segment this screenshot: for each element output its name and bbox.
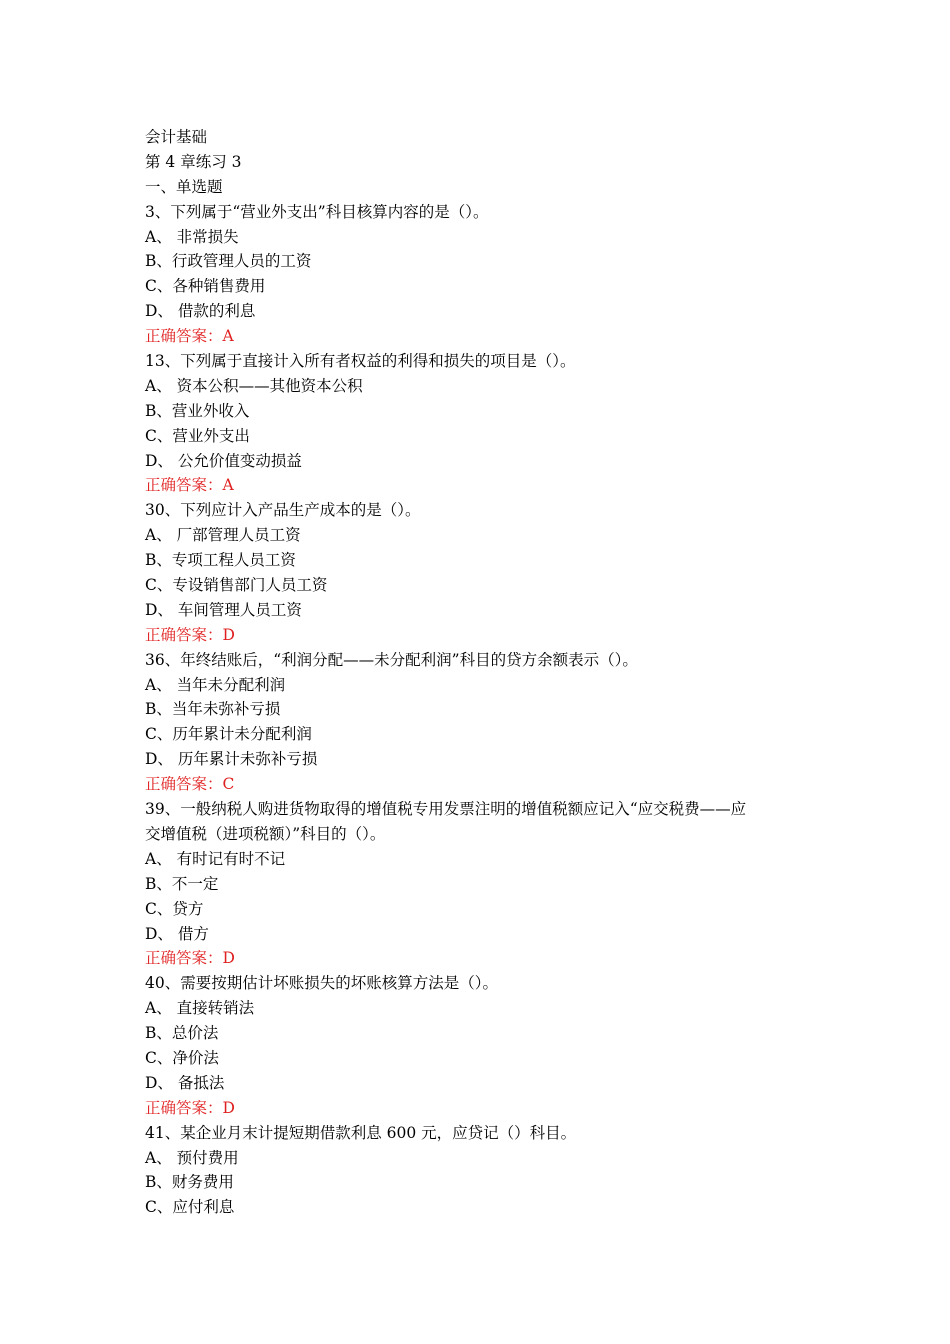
option-d: D、 借款的利息: [145, 302, 256, 321]
correct-answer: 正确答案：D: [145, 1098, 235, 1117]
document-page: [145, 125, 825, 1220]
option-c: C、专设销售部门人员工资: [145, 576, 328, 595]
question-block: [145, 349, 825, 498]
option-d: D、 车间管理人员工资: [145, 600, 302, 619]
option-a: A、 有时记有时不记: [145, 849, 286, 868]
question-block: [145, 648, 825, 797]
option-a: A、 当年未分配利润: [145, 675, 286, 694]
question-stem: 30、下列应计入产品生产成本的是（）。: [145, 501, 421, 520]
option-c: C、营业外支出: [145, 426, 250, 445]
option-b: B、不一定: [145, 874, 219, 893]
option-a: A、 非常损失: [145, 227, 239, 246]
option-a: A、 厂部管理人员工资: [145, 526, 301, 545]
option-b: B、行政管理人员的工资: [145, 252, 312, 271]
option-c: C、贷方: [145, 899, 204, 918]
correct-answer: 正确答案：C: [145, 775, 235, 794]
question-stem: 36、年终结账后，“利润分配——未分配利润”科目的贷方余额表示（）。: [145, 650, 638, 669]
correct-answer: 正确答案：A: [145, 327, 234, 346]
option-c: C、各种销售费用: [145, 277, 266, 296]
option-a: A、 资本公积——其他资本公积: [145, 376, 363, 395]
option-a: A、 预付费用: [145, 1148, 239, 1167]
option-d: D、 公允价值变动损益: [145, 451, 302, 470]
question-stem: 41、某企业月末计提短期借款利息 600 元，应贷记（）科目。: [145, 1123, 577, 1142]
option-a: A、 直接转销法: [145, 999, 255, 1018]
question-stem: 13、下列属于直接计入所有者权益的利得和损失的项目是（）。: [145, 352, 576, 371]
option-c: C、应付利息: [145, 1198, 235, 1217]
section-title: 一、单选题: [145, 177, 223, 196]
option-b: B、财务费用: [145, 1173, 234, 1192]
option-c: C、净价法: [145, 1048, 219, 1067]
correct-answer: 正确答案：D: [145, 949, 235, 968]
question-block: [145, 200, 825, 349]
question-block: [145, 797, 825, 971]
option-d: D、 借方: [145, 924, 209, 943]
correct-answer: 正确答案：A: [145, 476, 234, 495]
question-block: [145, 971, 825, 1120]
question-stem: 40、需要按期估计坏账损失的坏账核算方法是（）。: [145, 974, 498, 993]
correct-answer: 正确答案：D: [145, 625, 235, 644]
option-d: D、 备抵法: [145, 1073, 225, 1092]
option-d: D、 历年累计未弥补亏损: [145, 750, 318, 769]
question-stem-line-1: 39、一般纳税人购进货物取得的增值税专用发票注明的增值税额应记入“应交税费——应: [145, 800, 747, 819]
question-block: [145, 1121, 825, 1221]
question-stem-line-2: 交增值税（进项税额）”科目的（）。: [145, 824, 386, 843]
option-b: B、营业外收入: [145, 401, 250, 420]
option-b: B、专项工程人员工资: [145, 551, 296, 570]
question-stem: 3、下列属于“营业外支出”科目核算内容的是（）。: [145, 202, 489, 221]
question-block: [145, 498, 825, 647]
option-b: B、当年未弥补亏损: [145, 700, 281, 719]
chapter-title: 第 4 章练习 3: [145, 152, 242, 171]
option-b: B、总价法: [145, 1024, 219, 1043]
course-title: 会计基础: [145, 128, 208, 146]
option-c: C、历年累计未分配利润: [145, 725, 312, 744]
